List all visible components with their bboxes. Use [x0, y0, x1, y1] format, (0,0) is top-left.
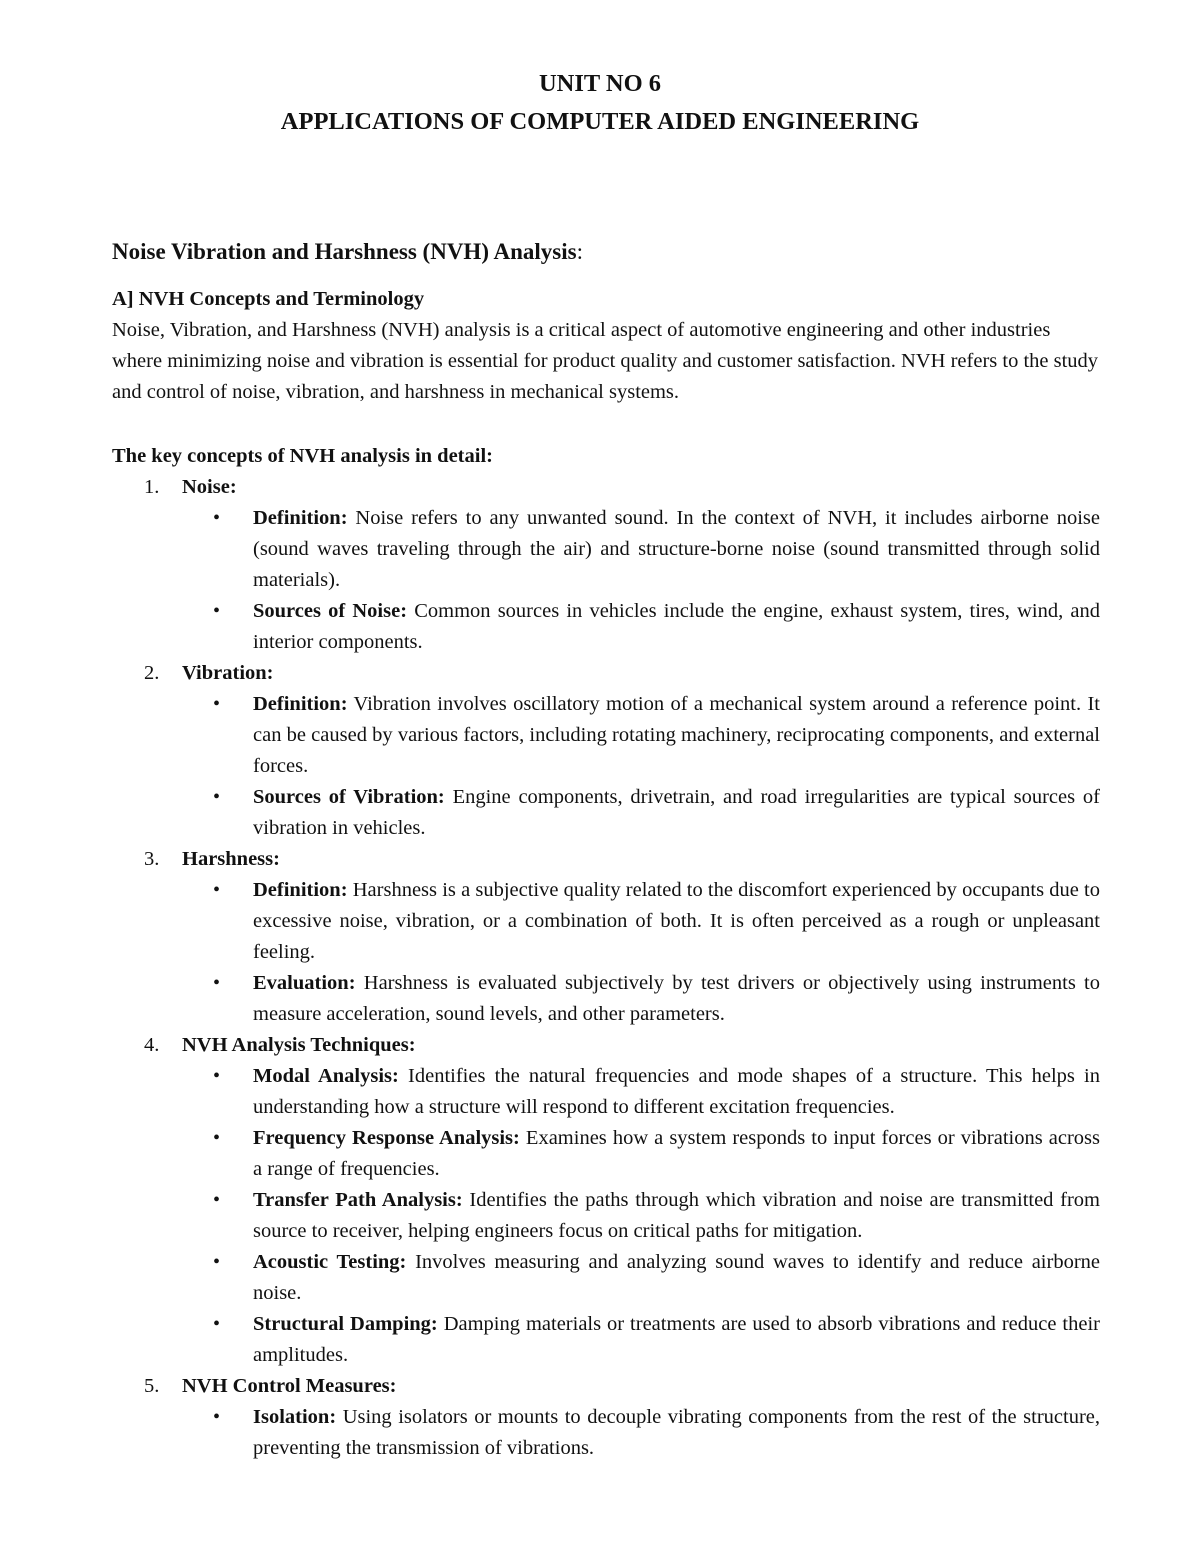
- list-item-title: Harshness:: [182, 848, 280, 870]
- list-item-heading: [0, 472, 1200, 503]
- bullet-text: Common sources in vehicles include the engine, exhaust system, tires, wind, and interior components.: [253, 600, 1100, 653]
- bullet-text: Harshness is evaluated subjectively by test drivers or objectively using instruments to measure acceleration, sound levels, and other parameters.: [253, 972, 1100, 1025]
- list-item-vibration: [0, 658, 1200, 844]
- list-item-heading: [0, 1371, 1200, 1402]
- bullet-text: Engine components, drivetrain, and road irregularities are typical sources of vibration in vehicles.: [253, 786, 1100, 839]
- bullet-label: Isolation:: [253, 1406, 337, 1428]
- bullet-text: Using isolators or mounts to decouple vibrating components from the rest of the structure, preventing the transmission of vibrations.: [253, 1406, 1100, 1459]
- bullet-item: [0, 1123, 1200, 1185]
- list-item-number: 3.: [144, 848, 160, 870]
- list-item-title: NVH Control Measures:: [182, 1375, 397, 1397]
- section-heading-text: Noise Vibration and Harshness (NVH) Analysis: [112, 239, 577, 264]
- bullet-icon: •: [213, 972, 221, 994]
- section-heading-colon: :: [576, 239, 583, 264]
- bullet-icon: •: [213, 1313, 221, 1335]
- bullet-text: Involves measuring and analyzing sound waves to identify and reduce airborne noise.: [253, 1251, 1100, 1304]
- bullet-label: Sources of Noise:: [253, 600, 408, 622]
- bullet-icon: •: [213, 1251, 221, 1273]
- list-item-title: Noise:: [182, 476, 237, 498]
- bullet-icon: •: [213, 600, 221, 622]
- bullet-list: [0, 689, 1200, 844]
- list-item-number: 4.: [144, 1034, 160, 1056]
- bullet-text: Noise refers to any unwanted sound. In the context of NVH, it includes airborne noise (sound waves traveling through the air) and structure-borne noise (sound transmitted through solid materials).: [253, 507, 1100, 591]
- list-item-number: 1.: [144, 476, 160, 498]
- bullet-icon: •: [213, 879, 221, 901]
- list-item-title: Vibration:: [182, 662, 274, 684]
- subheading: A] NVH Concepts and Terminology: [112, 288, 425, 310]
- intro-paragraph: Noise, Vibration, and Harshness (NVH) analysis is a critical aspect of automotive engineering and other industries where minimizing noise and vibration is essential for product quality and customer satisfaction. NVH refers to the study and control of noise, vibration, and harshness in mechanical systems.: [112, 319, 1099, 403]
- bullet-icon: •: [213, 786, 221, 808]
- bullet-icon: •: [213, 1406, 221, 1428]
- bullet-label: Structural Damping:: [253, 1313, 438, 1335]
- bullet-label: Sources of Vibration:: [253, 786, 445, 808]
- bullet-text: Vibration involves oscillatory motion of a mechanical system around a reference point. It can be caused by various factors, including rotating machinery, reciprocating components, and external forces.: [253, 693, 1100, 777]
- bullet-item: [0, 503, 1200, 596]
- bullet-label: Definition:: [253, 879, 348, 901]
- bullet-icon: •: [213, 1127, 221, 1149]
- document-title: APPLICATIONS OF COMPUTER AIDED ENGINEERING: [280, 108, 920, 135]
- bullet-text: Damping materials or treatments are used to absorb vibrations and reduce their amplitudes.: [253, 1313, 1100, 1366]
- concepts-list: [0, 472, 1200, 1464]
- key-concepts-heading: The key concepts of NVH analysis in detail:: [112, 445, 493, 467]
- bullet-label: Modal Analysis:: [253, 1065, 399, 1087]
- bullet-item: [0, 1309, 1200, 1371]
- bullet-list: [0, 1061, 1200, 1371]
- bullet-label: Transfer Path Analysis:: [253, 1189, 463, 1211]
- bullet-icon: •: [213, 1189, 221, 1211]
- list-item-title: NVH Analysis Techniques:: [182, 1034, 416, 1056]
- bullet-item: [0, 1061, 1200, 1123]
- bullet-label: Evaluation:: [253, 972, 356, 994]
- section-heading: [112, 239, 583, 265]
- list-item-control-measures: [0, 1371, 1200, 1464]
- bullet-text: Identifies the natural frequencies and mode shapes of a structure. This helps in understanding how a structure will respond to different excitation frequencies.: [253, 1065, 1100, 1118]
- list-item-heading: [0, 844, 1200, 875]
- bullet-label: Frequency Response Analysis:: [253, 1127, 520, 1149]
- bullet-icon: •: [213, 507, 221, 529]
- bullet-item: [0, 1185, 1200, 1247]
- unit-number: UNIT NO 6: [538, 70, 662, 97]
- bullet-text: Identifies the paths through which vibration and noise are transmitted from source to receiver, helping engineers focus on critical paths for mitigation.: [253, 1189, 1100, 1242]
- bullet-item: [0, 1247, 1200, 1309]
- bullet-list: [0, 1402, 1200, 1464]
- bullet-list: [0, 503, 1200, 658]
- bullet-text: Harshness is a subjective quality related to the discomfort experienced by occupants due to excessive noise, vibration, or a combination of both. It is often perceived as a rough or unpleasant feeling.: [253, 879, 1100, 963]
- list-item-number: 2.: [144, 662, 160, 684]
- bullet-item: [0, 596, 1200, 658]
- bullet-icon: •: [213, 1065, 221, 1087]
- bullet-text: Examines how a system responds to input forces or vibrations across a range of frequencies.: [253, 1127, 1101, 1180]
- bullet-icon: •: [213, 693, 221, 715]
- list-item-noise: [0, 472, 1200, 658]
- bullet-list: [0, 875, 1200, 1030]
- list-item-number: 5.: [144, 1375, 160, 1397]
- list-item-heading: [0, 1030, 1200, 1061]
- list-item-heading: [0, 658, 1200, 689]
- bullet-item: [0, 689, 1200, 782]
- bullet-label: Definition:: [253, 507, 348, 529]
- list-item-analysis-techniques: [0, 1030, 1200, 1371]
- bullet-item: [0, 875, 1200, 968]
- bullet-item: [0, 1402, 1200, 1464]
- bullet-item: [0, 782, 1200, 844]
- list-item-harshness: [0, 844, 1200, 1030]
- bullet-label: Definition:: [253, 693, 348, 715]
- bullet-item: [0, 968, 1200, 1030]
- bullet-label: Acoustic Testing:: [253, 1251, 407, 1273]
